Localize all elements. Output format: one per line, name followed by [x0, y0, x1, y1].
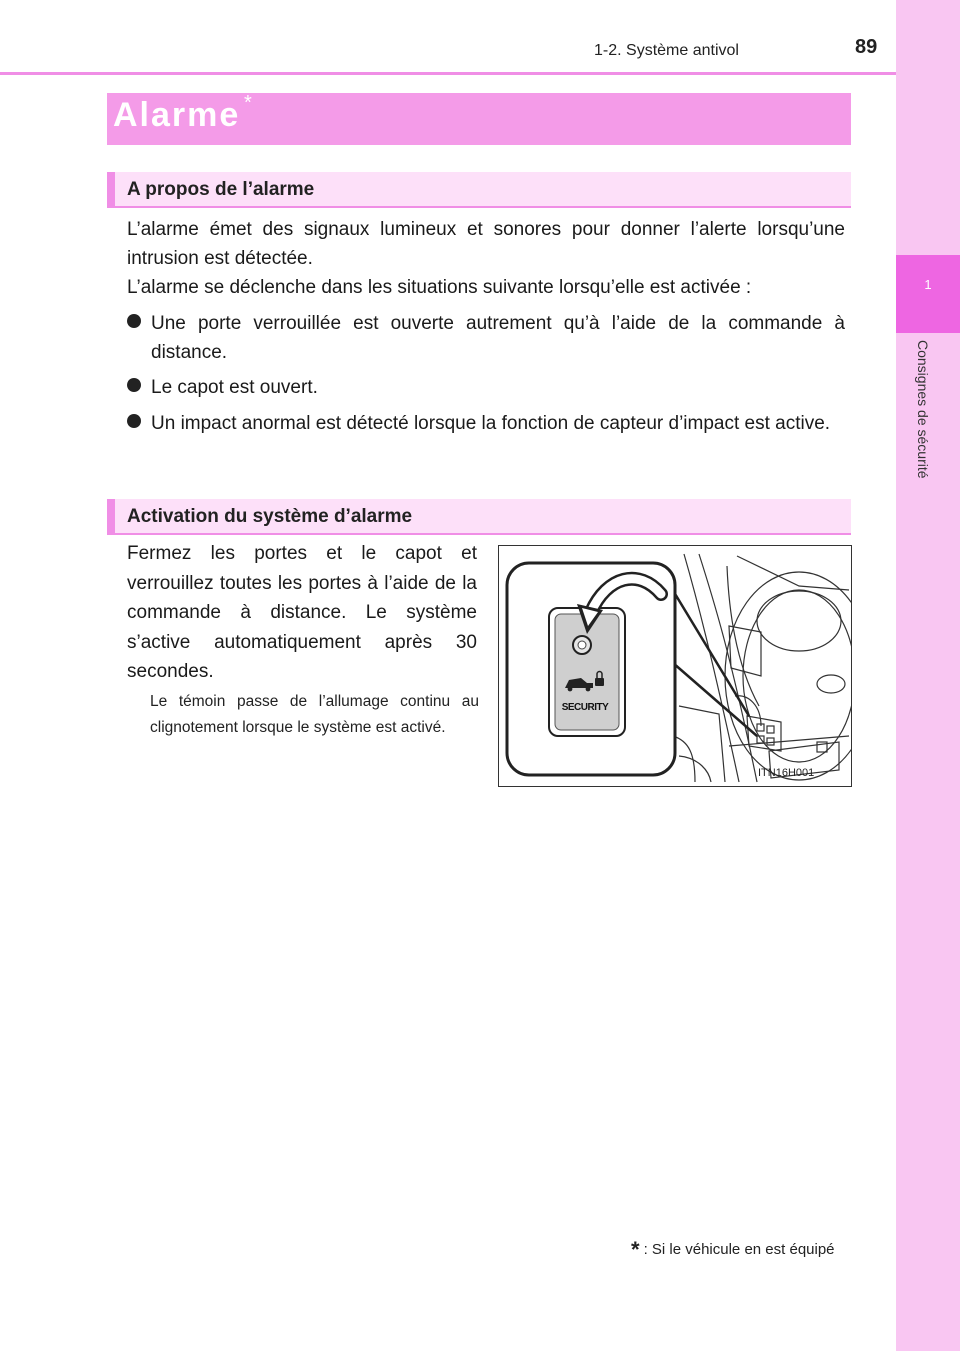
footnote-text: : Si le véhicule en est équipé [643, 1241, 835, 1258]
list-item [127, 409, 845, 438]
page-title: Alarme [113, 96, 241, 134]
figure-code: ITN16H001 [758, 767, 815, 779]
section-heading-label: Activation du système d’alarme [127, 506, 413, 527]
section-accent [107, 172, 115, 208]
paragraph-intro: L’alarme émet des signaux lumineux et sonores pour donner l’alerte lorsqu’une intrusion est détectée. [127, 219, 845, 269]
list-item [127, 309, 845, 367]
section-accent [107, 499, 115, 535]
paragraph-activation: Fermez les portes et le capot et verrouillez toutes les portes à l’aide de la commande à distance. Le système s’active automatiquement après 30 secondes. [127, 543, 477, 682]
chapter-label-text: Consignes de sécurité [915, 340, 931, 479]
list-item-text: Une porte verrouillée est ouverte autrement qu’à l’aide de la commande à distance. [151, 313, 845, 363]
header-section-title: 1-2. Système antivol [594, 42, 739, 59]
list-item-text: Le capot est ouvert. [151, 377, 318, 398]
note-indicator: Le témoin passe de l’allumage continu au clignotement lorsque le système est activé. [150, 693, 479, 736]
chapter-number: 1 [896, 255, 960, 333]
section-heading-about [107, 172, 851, 208]
dashboard-figure [498, 545, 852, 787]
title-asterisk: * [244, 92, 252, 114]
header-divider [0, 72, 896, 75]
chapter-side-tab [896, 0, 960, 1351]
footnote-asterisk: * [631, 1237, 640, 1262]
paragraph-conditions: L’alarme se déclenche dans les situations suivante lorsqu’elle est activée : [127, 277, 752, 298]
bullet-dot [127, 314, 141, 328]
list-item [127, 373, 845, 402]
chapter-label [913, 340, 933, 520]
page-number: 89 [855, 36, 878, 58]
footnote [631, 1237, 835, 1263]
bullet-dot [127, 414, 141, 428]
list-item-text: Un impact anormal est détecté lorsque la fonction de capteur d’impact est active. [151, 413, 831, 434]
dashboard-illustration [499, 546, 851, 786]
security-button-label: SECURITY [561, 702, 609, 713]
section-heading-activation [107, 499, 851, 535]
bullet-dot [127, 378, 141, 392]
section-heading-label: A propos de l’alarme [127, 179, 315, 200]
